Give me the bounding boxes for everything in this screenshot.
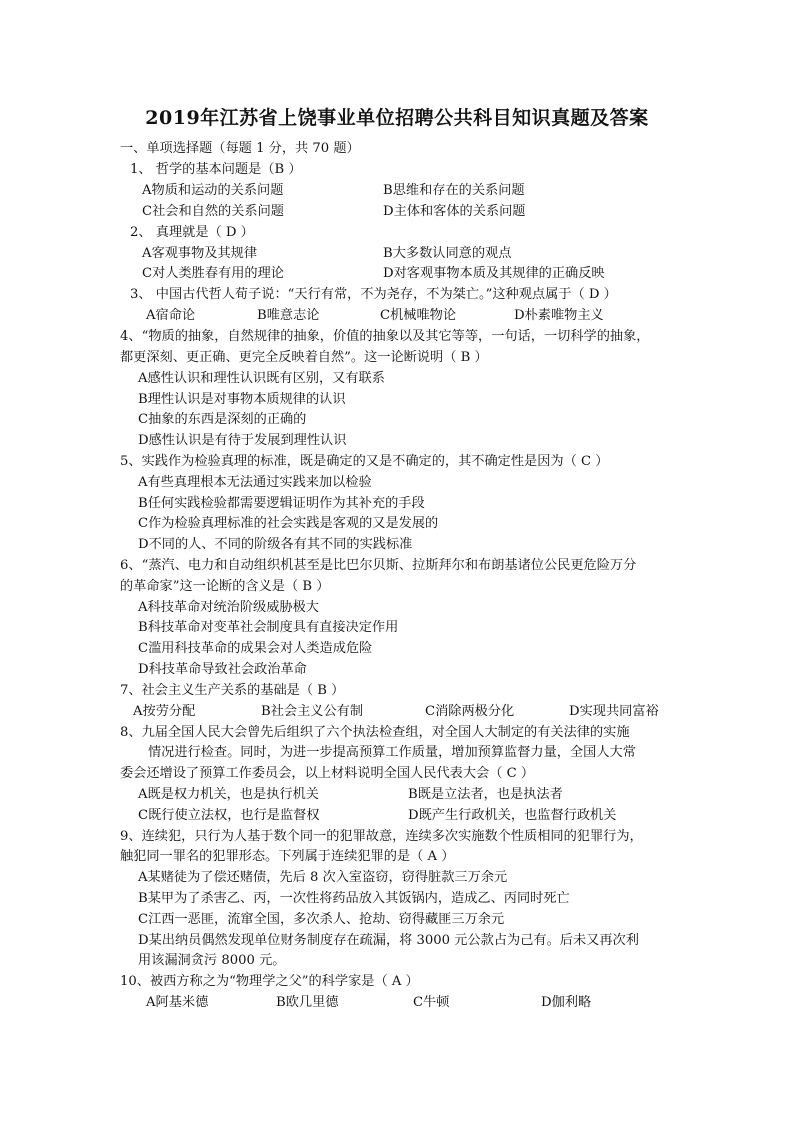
question-4-option-d: D感性认识是有待于发展到理性认识 (138, 433, 347, 448)
question-5-stem: 5、实践作为检验真理的标准，既是确定的又是不确定的，其不确定性是因为（ C ） (120, 454, 609, 469)
question-1-option-b: B思维和存在的关系问题 (383, 183, 525, 198)
question-3-option-c: C机械唯物论 (380, 308, 457, 323)
question-2-option-c: C对人类胜春有用的理论 (142, 266, 284, 281)
question-2-option-d: D对客观事物本质及其规律的正确反映 (383, 266, 605, 281)
question-9-option-d-line-1: D某出纳员偶然发现单位财务制度存在疏漏，将 3000 元公款占为己有。后未又再次利 (138, 933, 639, 948)
question-10-option-d: D伽利略 (541, 995, 592, 1010)
question-6-stem-line-1: 6、“蒸汽、电力和自动组织机甚至是比巴尔贝斯、拉斯拜尔和布朗基诸位公民更危险万分 (120, 558, 637, 573)
question-8-option-b: B既是立法者，也是执法者 (408, 787, 563, 802)
question-5-option-c: C作为检验真理标准的社会实践是客观的又是发展的 (138, 516, 439, 531)
question-3-option-d: D朴素唯物主义 (514, 308, 604, 323)
question-5-option-b: B任何实践检验都需要逻辑证明作为其补充的手段 (138, 496, 425, 511)
question-8-stem-line-1: 8、九届全国人民大会曾先后组织了六个执法检查组，对全国人大制定的有关法律的实施 (120, 725, 630, 740)
question-4-stem-line-2: 都更深刻、更正确、更完全反映着自然”。这一论断说明（ B ） (120, 350, 488, 365)
question-4-option-b: B理性认识是对事物本质规律的认识 (138, 392, 346, 407)
question-3-stem: 3、 中国古代哲人荀子说：“天行有常，不为尧存，不为桀亡。”这种观点属于（ D ） (130, 287, 617, 302)
question-2-option-b: B大多数认同意的观点 (383, 246, 512, 261)
question-8-stem-line-3: 委会还增设了预算工作委员会，以上材料说明全国人民代表大会（ C ） (120, 766, 535, 781)
question-7-option-c: C消除两极分化 (425, 704, 515, 719)
question-5-option-d: D不同的人、不同的阶级各有其不同的实践标准 (138, 537, 413, 552)
question-9-stem-line-1: 9、连续犯，只行为人基于数个同一的犯罪故意，连续多次实施数个性质相同的犯罪行为， (120, 829, 643, 844)
question-6-stem-line-2: 的革命家”这一论断的含义是（ B ） (120, 579, 330, 594)
question-1-option-a: A物质和运动的关系问题 (142, 183, 284, 198)
question-10-option-c: C牛顿 (413, 995, 450, 1010)
question-10-option-a: A阿基米德 (146, 995, 209, 1010)
question-3-option-b: B唯意志论 (257, 308, 320, 323)
question-7-option-d: D实现共同富裕 (569, 704, 659, 719)
question-7-stem: 7、社会主义生产关系的基础是（ B ） (120, 683, 345, 698)
question-8-option-c: C既行使立法权，也行是监督权 (138, 808, 320, 823)
question-10-stem: 10、被西方称之为“物理学之父”的科学家是（ A ） (120, 974, 419, 989)
question-6-option-a: A科技革命对统治阶级威胁极大 (138, 600, 319, 615)
question-9-stem-line-2: 触犯同一罪名的犯罪形态。下列属于连续犯罪的是（ A ） (120, 849, 455, 864)
question-7-option-a: A按劳分配 (133, 704, 196, 719)
question-1-stem: 1、 哲学的基本问题是（B ） (130, 162, 302, 177)
question-8-stem-line-2: 情况进行检查。同时，为进一步提高预算工作质量，增加预算监督力量，全国人大常 (148, 745, 636, 760)
question-2-stem: 2、 真理就是（ D ） (130, 225, 254, 240)
question-9-option-d-line-2: 用该漏洞贪污 8000 元。 (138, 953, 286, 968)
question-1-option-c: C社会和自然的关系问题 (142, 204, 284, 219)
section-heading: 一、单项选择题（每题 1 分，共 70 题） (120, 141, 360, 156)
question-1-option-d: D主体和客体的关系问题 (383, 204, 526, 219)
question-9-option-a: A某赌徒为了偿还赌债，先后 8 次入室盗窃，窃得脏款三万余元 (138, 870, 508, 885)
document-title: 2019年江苏省上饶事业单位招聘公共科目知识真题及答案 (145, 107, 649, 129)
question-6-option-d: D科技革命导致社会政治革命 (138, 662, 307, 677)
question-2-option-a: A客观事物及其规律 (142, 246, 258, 261)
question-7-option-b: B社会主义公有制 (261, 704, 364, 719)
question-6-option-b: B科技革命对变革社会制度具有直接决定作用 (138, 620, 399, 635)
question-10-option-b: B欧几里德 (276, 995, 339, 1010)
question-8-option-d: D既产生行政机关，也监督行政机关 (408, 808, 617, 823)
question-6-option-c: C滥用科技革命的成果会对人类造成危险 (138, 641, 373, 656)
question-9-option-b: B某甲为了杀害乙、丙，一次性将药品放入其饭锅内，造成乙、丙同时死亡 (138, 891, 570, 906)
question-4-option-c: C抽象的东西是深刻的正确的 (138, 412, 307, 427)
question-3-option-a: A宿命论 (146, 308, 196, 323)
question-5-option-a: A有些真理根本无法通过实践来加以检验 (138, 475, 372, 490)
question-4-stem-line-1: 4、“物质的抽象，自然规律的抽象，价值的抽象以及其它等等，一句话，一切科学的抽象， (120, 329, 650, 344)
question-8-option-a: A既是权力机关，也是执行机关 (138, 787, 319, 802)
question-9-option-c: C江西一恶匪，流窜全国，多次杀人、抢劫、窃得藏匪三万余元 (138, 912, 505, 927)
question-4-option-a: A感性认识和理性认识既有区别，又有联系 (138, 371, 385, 386)
